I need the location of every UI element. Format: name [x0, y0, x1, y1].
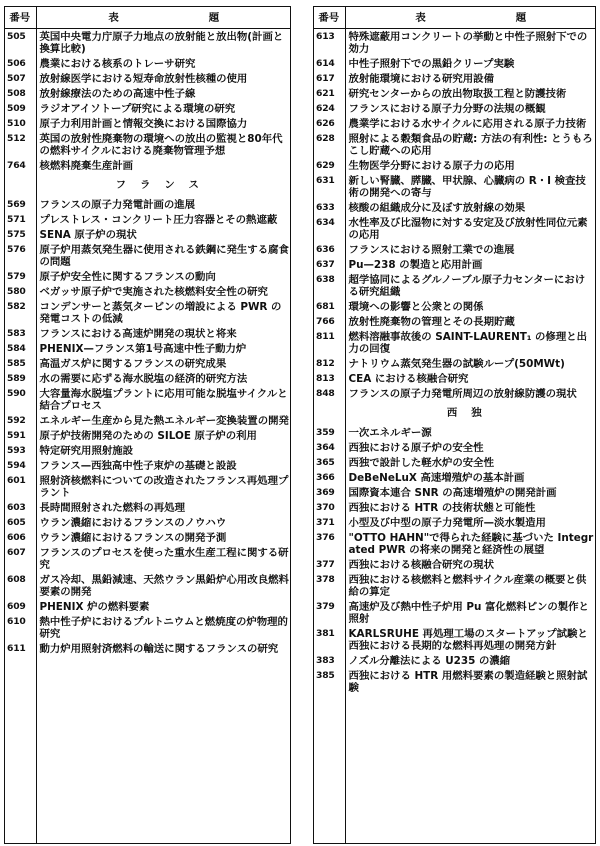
- entry-title: フランスにおける照射工業での進展: [348, 244, 515, 256]
- entry-title: 農業における核系のトレーサ研究: [39, 58, 196, 70]
- table-row: [313, 29, 596, 57]
- table-row: [4, 284, 291, 299]
- entry-title: 核酸の組織成分に及ぼす放射線の効果: [348, 202, 526, 214]
- table-row: [313, 329, 596, 356]
- entry-title: プレストレス・コンクリート圧力容器とその熱遮蔽: [39, 214, 278, 226]
- entry-title: PHENIX—フランス第1号高速中性子動力炉: [39, 343, 247, 355]
- entry-title: 核燃料廃棄生産計画: [39, 160, 134, 172]
- entry-title: 一次エネルギー源: [348, 427, 432, 439]
- entry-title: 放射線医学における短寿命放射性核種の使用: [39, 73, 248, 85]
- table-row: [313, 242, 596, 257]
- entry-title: エネルギー生産から見た熱エネルギー変換装置の開発: [39, 415, 289, 427]
- entry-number: 624: [313, 101, 345, 116]
- entry-title: 英国の放射性廃棄物の環境への放出の監視と80年代の燃料サイクルにおける廃棄物管理予想: [39, 133, 283, 157]
- table-row: [313, 56, 596, 71]
- entry-title: 国際資本連合 SNR の高速増殖炉の開発計画: [348, 487, 557, 499]
- table-row: [313, 515, 596, 530]
- table-row: [313, 86, 596, 101]
- entry-title: 西独で設計した軽水炉の安全性: [348, 457, 494, 469]
- table-row: [4, 212, 291, 227]
- entry-title: 熱中性子炉におけるプルトニウムと燃焼度の炉物理的研究: [39, 616, 288, 640]
- entry-number: 681: [313, 299, 345, 314]
- entry-number: 385: [313, 668, 345, 695]
- entry-number: 571: [4, 212, 36, 227]
- entry-title: 小型及び中型の原子力発電所—淡水製造用: [348, 517, 546, 529]
- entry-title: SENA 原子炉の現状: [39, 229, 137, 241]
- table-row: [4, 299, 291, 326]
- entry-number: 583: [4, 326, 36, 341]
- entry-number: 512: [4, 131, 36, 158]
- table-row: [313, 455, 596, 470]
- entry-number: 584: [4, 341, 36, 356]
- table-row: [313, 116, 596, 131]
- entry-title: 動力炉用照射済燃料の輸送に関するフランスの研究: [39, 643, 279, 655]
- entry-number: 628: [313, 131, 345, 158]
- entry-number: 605: [4, 515, 36, 530]
- table-row: [313, 215, 596, 242]
- entry-number: 589: [4, 371, 36, 386]
- section-heading-row: [4, 173, 291, 197]
- entry-number: 848: [313, 386, 345, 401]
- entry-number: 811: [313, 329, 345, 356]
- table-row: [4, 116, 291, 131]
- entry-number: 590: [4, 386, 36, 413]
- table-row: [4, 71, 291, 86]
- section-number-cell: [4, 173, 36, 197]
- entry-title: フランス—西独高中性子束炉の基礎と設設: [39, 460, 237, 472]
- entry-title: 照射による穀類食品の貯蔵: 方法の有利性: とうもろこし貯蔵への応用: [348, 133, 593, 157]
- entry-number: 813: [313, 371, 345, 386]
- entry-number: 606: [4, 530, 36, 545]
- entry-number: 614: [313, 56, 345, 71]
- left-header-row: [4, 7, 291, 29]
- entry-title: 大容量海水脱塩プラントに応用可能な脱塩サイクルと結合プロセス: [39, 388, 288, 412]
- entry-number: 359: [313, 425, 345, 440]
- entry-number: 506: [4, 56, 36, 71]
- table-row: [313, 386, 596, 401]
- table-row: [313, 200, 596, 215]
- entry-title: ナトリウム蒸気発生器の試験ループ(50MWt): [348, 358, 565, 370]
- entry-title: 西独における核燃料と燃料サイクル産業の概要と供給の算定: [348, 574, 587, 598]
- entry-number: 508: [4, 86, 36, 101]
- entry-title: 水の需要に応ずる海水脱塩の経済的研究方法: [39, 373, 248, 385]
- entry-number: 626: [313, 116, 345, 131]
- table-row: [4, 29, 291, 57]
- table-row: [313, 272, 596, 299]
- table-row: [4, 500, 291, 515]
- table-row: [313, 626, 596, 653]
- entry-number: 629: [313, 158, 345, 173]
- table-row: [4, 515, 291, 530]
- table-row: [313, 173, 596, 200]
- entry-number: 609: [4, 599, 36, 614]
- entry-title: 環境への影響と公衆との関係: [348, 301, 484, 313]
- entry-title: 西独における原子炉の安全性: [348, 442, 484, 454]
- entry-number: 812: [313, 356, 345, 371]
- table-row: [4, 158, 291, 173]
- entry-title: フランスにおける高速炉開発の現状と将来: [39, 328, 237, 340]
- table-row: [4, 326, 291, 341]
- entry-title: 放射線療法のための高速中性子線: [39, 88, 196, 100]
- table-row: [313, 530, 596, 557]
- title-header-part2: 題: [515, 11, 527, 24]
- table-row: [4, 56, 291, 71]
- entry-number: 601: [4, 473, 36, 500]
- entry-title: コンデンサーと蒸気タービンの増設による PWR の発電コストの低減: [39, 301, 282, 325]
- entry-number: 633: [313, 200, 345, 215]
- entry-number: 610: [4, 614, 36, 641]
- entry-title: 原子炉安全性に関するフランスの動向: [39, 271, 216, 283]
- entry-number: 364: [313, 440, 345, 455]
- table-row: [4, 473, 291, 500]
- entry-number: 507: [4, 71, 36, 86]
- entry-number: 369: [313, 485, 345, 500]
- section-heading-row: [313, 401, 596, 425]
- number-header: 番号: [313, 7, 345, 29]
- table-row: [313, 314, 596, 329]
- entry-number: 379: [313, 599, 345, 626]
- entry-title: 原子力利用計画と情報交換における国際協力: [39, 118, 248, 130]
- entry-title: "OTTO HAHN"で得られた経験に基づいた Integrated PWR の将来の開発と経済性の展望: [348, 532, 594, 556]
- table-row: [4, 428, 291, 443]
- table-row: [4, 131, 291, 158]
- table-row: [4, 386, 291, 413]
- table-row: [4, 356, 291, 371]
- entry-number: 370: [313, 500, 345, 515]
- table-row: [4, 572, 291, 599]
- entry-title: 超学協同によるグルノーブル原子力センターにおける研究組織: [348, 274, 586, 298]
- entry-number: 592: [4, 413, 36, 428]
- right-header-row: [313, 7, 596, 29]
- entry-title: 放射能環境における研究用設備: [348, 73, 494, 85]
- table-row: [4, 641, 291, 656]
- entry-title: DeBeNeLuX 高速増殖炉の基本計画: [348, 472, 525, 484]
- table-row: [4, 614, 291, 641]
- entry-number: 613: [313, 29, 345, 57]
- table-row: [4, 269, 291, 284]
- entry-title: 照射済核燃料についての改造されたフランス再処理プラント: [39, 475, 289, 499]
- right-table-body: [313, 29, 596, 696]
- entry-number: 621: [313, 86, 345, 101]
- entry-title: 水性率及び比湿物に対する安定及び放射性同位元素の応用: [348, 217, 588, 241]
- table-row: [313, 257, 596, 272]
- entry-title: 西独における HTR の技術状態と可能性: [348, 502, 536, 514]
- entry-title: 西独における核融合研究の現状: [348, 559, 494, 571]
- title-header-part2: 題: [208, 11, 220, 24]
- entry-number: 631: [313, 173, 345, 200]
- entry-number: 617: [313, 71, 345, 86]
- table-row: [313, 572, 596, 599]
- table-row: [4, 227, 291, 242]
- entry-number: 580: [4, 284, 36, 299]
- entry-number: 366: [313, 470, 345, 485]
- title-header-part1: 表: [415, 11, 426, 24]
- table-row: [4, 545, 291, 572]
- table-row: [4, 341, 291, 356]
- entry-number: 766: [313, 314, 345, 329]
- table-row: [313, 599, 596, 626]
- table-row: [313, 356, 596, 371]
- table-row: [4, 413, 291, 428]
- title-header: [345, 7, 596, 29]
- entry-number: 365: [313, 455, 345, 470]
- entry-title: フランスの原子力発電所周辺の放射線防護の現状: [348, 388, 577, 400]
- entry-title: 西独における HTR 用燃料要素の製造経験と照射試験: [348, 670, 588, 694]
- entry-title: 放射性廃棄物の管理とその長期貯蔵: [348, 316, 515, 328]
- entry-number: 569: [4, 197, 36, 212]
- table-row: [313, 425, 596, 440]
- entry-title: 中性子照射下での黒鉛クリープ実験: [348, 58, 515, 70]
- table-row: [313, 653, 596, 668]
- table-row: [313, 668, 596, 695]
- entry-title: 生物医学分野における原子力の応用: [348, 160, 515, 172]
- entry-number: 638: [313, 272, 345, 299]
- entry-number: 510: [4, 116, 36, 131]
- entry-title: 高温ガス炉に関するフランスの研究成果: [39, 358, 227, 370]
- table-row: [313, 101, 596, 116]
- entry-number: 509: [4, 101, 36, 116]
- entry-number: 505: [4, 29, 36, 57]
- entry-title: ラジオアイソトープ研究による環境の研究: [39, 103, 236, 115]
- entry-number: 607: [4, 545, 36, 572]
- entry-title: 長時間照射された燃料の再処理: [39, 502, 185, 514]
- entry-number: 585: [4, 356, 36, 371]
- entry-title: 原子炉技術開発のための SILOE 原子炉の利用: [39, 430, 257, 442]
- number-header: 番号: [4, 7, 36, 29]
- table-row: [313, 131, 596, 158]
- table-row: [4, 458, 291, 473]
- table-row: [4, 599, 291, 614]
- table-row: [313, 557, 596, 572]
- table-row: [313, 500, 596, 515]
- entry-number: 377: [313, 557, 345, 572]
- entry-title: 農業学における水サイクルに応用される原子力技術: [348, 118, 587, 130]
- entry-number: 376: [313, 530, 345, 557]
- section-heading: フランス: [115, 179, 213, 191]
- entry-title: 燃料溶融事故後の SAINT-LAURENT₁ の修理と出力の回復: [348, 331, 587, 355]
- entry-title: Pu—238 の製造と応用計画: [348, 259, 483, 271]
- entry-title: ガス冷却、黒鉛減速、天然ウラン黒鉛炉心用改良燃料要素の開発: [39, 574, 289, 598]
- entry-number: 383: [313, 653, 345, 668]
- entry-number: 591: [4, 428, 36, 443]
- entry-number: 378: [313, 572, 345, 599]
- table-row: [4, 443, 291, 458]
- table-row: [313, 299, 596, 314]
- entry-number: 636: [313, 242, 345, 257]
- right-index-table: [313, 6, 596, 695]
- entry-title: ノズル分離法による U235 の濃縮: [348, 655, 511, 667]
- table-row: [4, 197, 291, 212]
- entry-number: 608: [4, 572, 36, 599]
- entry-title: 原子炉用蒸気発生器に使用される鉄鋼に発生する腐食の問題: [39, 244, 289, 268]
- entry-number: 579: [4, 269, 36, 284]
- entry-title: PHENIX 炉の燃料要素: [39, 601, 150, 613]
- entry-number: 576: [4, 242, 36, 269]
- entry-title: フランスの原子力発電計画の進展: [39, 199, 196, 211]
- table-row: [313, 71, 596, 86]
- entry-number: 637: [313, 257, 345, 272]
- title-header: [36, 7, 291, 29]
- entry-number: 611: [4, 641, 36, 656]
- entry-number: 582: [4, 299, 36, 326]
- entry-title: ウラン濃縮におけるフランスのノウハウ: [39, 517, 227, 529]
- table-row: [4, 242, 291, 269]
- entry-title: KARLSRUHE 再処理工場のスタートアップ試験と西独における長期的な燃料再処理の開発方針: [348, 628, 588, 652]
- entry-number: 593: [4, 443, 36, 458]
- entry-title: 高速炉及び熱中性子炉用 Pu 富化燃料ピンの製作と照射: [348, 601, 589, 625]
- entry-number: 371: [313, 515, 345, 530]
- table-row: [313, 470, 596, 485]
- entry-title: ベガッサ原子炉で実施された核燃料安全性の研究: [39, 286, 268, 298]
- entry-title: 特殊遮蔽用コンクリートの挙動と中性子照射下での効力: [348, 31, 588, 55]
- entry-number: 634: [313, 215, 345, 242]
- section-heading: 西独: [446, 407, 496, 419]
- entry-number: 603: [4, 500, 36, 515]
- table-row: [313, 485, 596, 500]
- table-row: [313, 440, 596, 455]
- entry-title: 英国中央電力庁原子力地点の放射能と放出物(計画と換算比較): [39, 31, 284, 55]
- table-row: [4, 371, 291, 386]
- entry-title: ウラン濃縮におけるフランスの開発予測: [39, 532, 227, 544]
- entry-number: 381: [313, 626, 345, 653]
- entry-title: 新しい腎臓、膵臓、甲状腺、心臓病の R・I 検査技術の開発への寄与: [348, 175, 586, 199]
- left-table-body: [4, 29, 291, 657]
- title-header-part1: 表: [108, 11, 119, 24]
- table-row: [313, 158, 596, 173]
- table-row: [4, 101, 291, 116]
- table-row: [4, 530, 291, 545]
- table-row: [4, 86, 291, 101]
- left-index-table: [4, 6, 291, 656]
- entry-title: 特定研究用照射施設: [39, 445, 134, 457]
- entry-title: フランスにおける原子力分野の法規の概観: [348, 103, 546, 115]
- entry-number: 575: [4, 227, 36, 242]
- entry-number: 764: [4, 158, 36, 173]
- table-row: [313, 371, 596, 386]
- entry-title: CEA における核融合研究: [348, 373, 469, 385]
- entry-title: フランスのプロセスを使った重水生産工程に関する研究: [39, 547, 289, 571]
- section-number-cell: [313, 401, 345, 425]
- entry-title: 研究センターからの放出物取扱工程と防護技術: [348, 88, 567, 100]
- entry-number: 594: [4, 458, 36, 473]
